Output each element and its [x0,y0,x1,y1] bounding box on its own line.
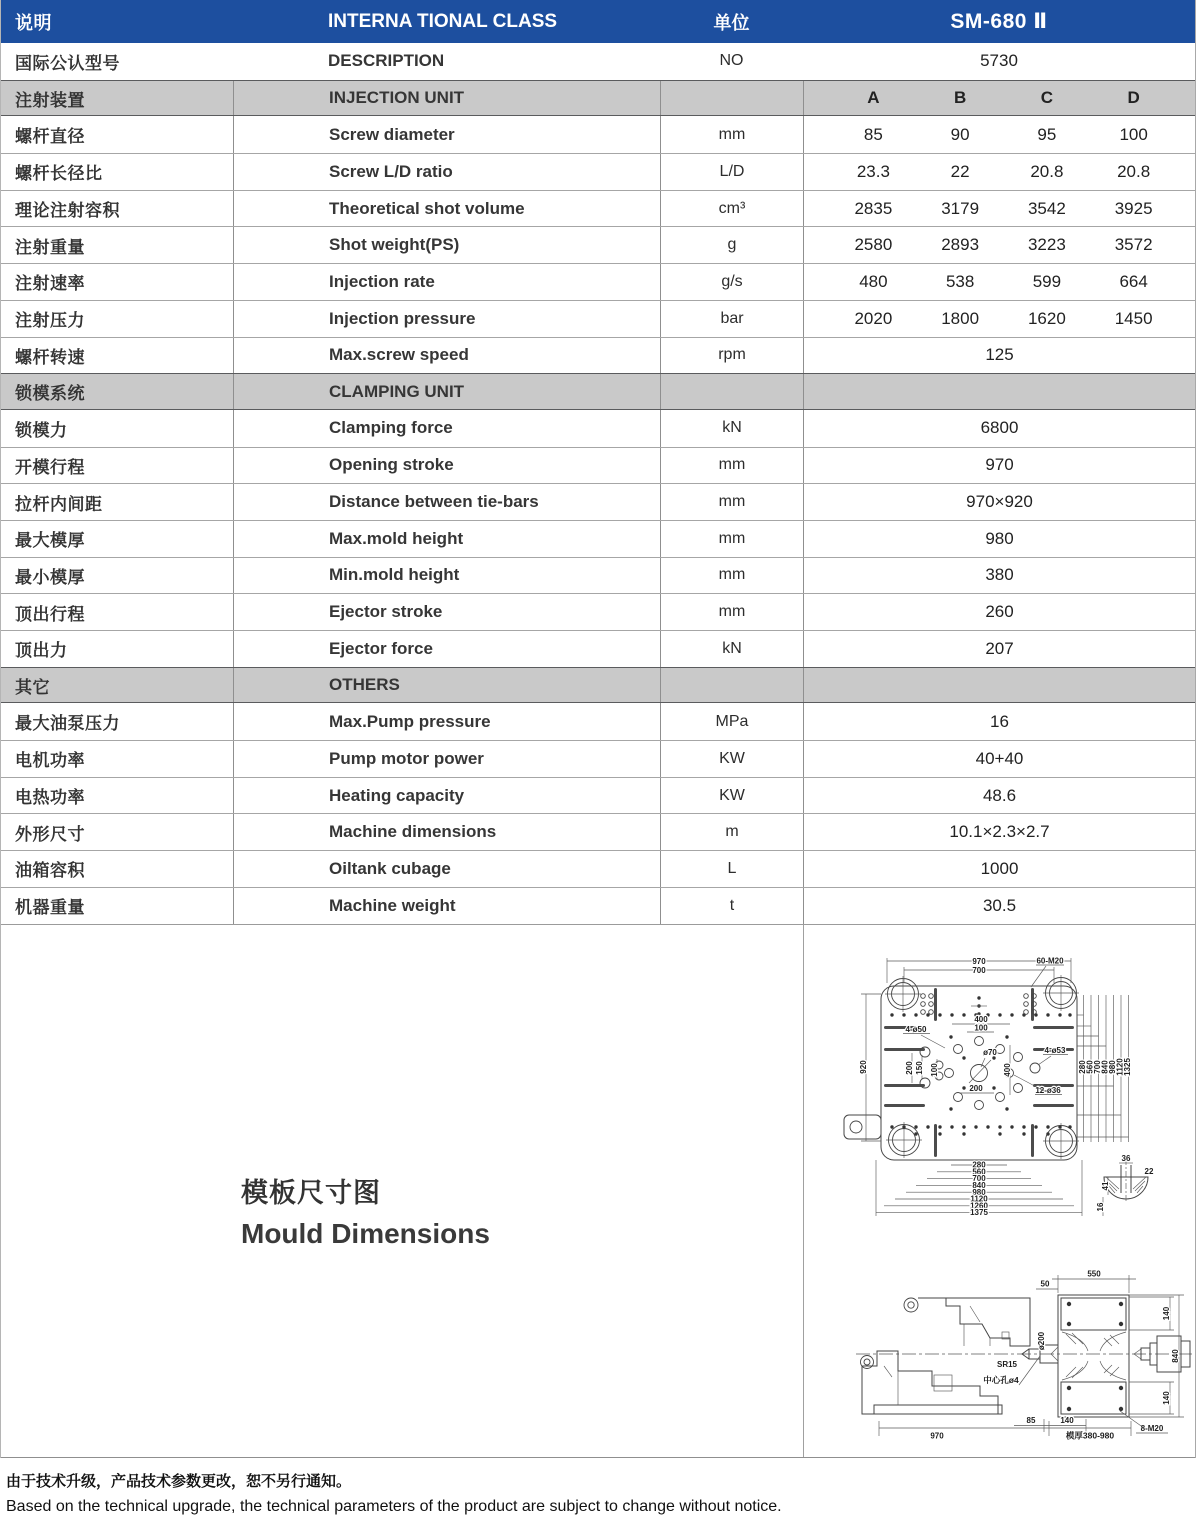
value-cell: 6800 [803,410,1195,447]
unit-label: g [660,227,803,263]
unit-label: KW [660,741,803,777]
dim-label: ø70 [983,1047,997,1057]
value: D [1127,88,1140,108]
value-cell: 260 [803,594,1195,630]
dim-label: 12-ø36 [1035,1085,1061,1095]
spec-row [1,337,1195,374]
label-cn: 最小模厚 [15,567,85,587]
spec-row [1,813,1195,850]
mould-dimensions-panel [1,924,1195,1458]
value: 480 [859,271,888,291]
label-en: Max.screw speed [233,338,660,374]
label-en: CLAMPING UNIT [233,374,660,409]
platen-left-dimension [859,994,881,1141]
value: B [953,88,967,108]
value-cell: 125 [803,338,1195,374]
value: 2835 [854,198,893,218]
value-cell: 970×920 [803,484,1195,520]
unit-label: 单位 [713,12,750,33]
side-view-dimensions [879,1269,1184,1440]
spec-row [1,887,1195,924]
dim-label: 200 [969,1083,983,1093]
dim-label: 60-M20 [1036,956,1064,965]
tslot-detail-figure [1096,1154,1154,1216]
unit-label: L/D [660,154,803,190]
label-cn: 注射速率 [15,274,85,294]
label-en: Machine weight [233,888,660,924]
spec-row [1,447,1195,484]
unit-label: kN [660,410,803,447]
spec-row [1,410,1195,447]
spec-row [1,630,1195,667]
value-cell: 30.5 [803,888,1195,924]
spec-row [1,593,1195,630]
dim-label: SR15 [996,1359,1018,1369]
value: 664 [1119,271,1148,291]
value: 100 [1119,124,1148,144]
dim-label: 4-ø50 [905,1024,927,1034]
value: 2580 [854,235,893,255]
spec-table [1,0,1195,924]
label-en: Screw L/D ratio [233,154,660,190]
label-en: Clamping force [233,410,660,447]
value-cell [803,191,1195,227]
drawing-title-cn: 模板尺寸图 [241,1177,381,1208]
value: 1620 [1027,308,1066,328]
spec-row [1,740,1195,777]
value-cell: 16 [803,703,1195,740]
value: 599 [1032,271,1062,291]
label-en: Shot weight(PS) [233,227,660,263]
dim-label: 700 [972,1173,986,1183]
unit-label: mm [660,484,803,520]
spec-row [1,520,1195,557]
unit-label: mm [660,521,803,557]
dim-label: 1260 [970,1200,988,1210]
value-cell [803,668,1195,703]
dim-label: 50 [1040,1279,1050,1288]
value-cell: 10.1×2.3×2.7 [803,814,1195,850]
unit-label: MPa [660,703,803,740]
value-cell: 1000 [803,851,1195,887]
unit-label: rpm [660,338,803,374]
label-cn: 机器重量 [15,898,85,918]
platen-top-dimensions [887,956,1071,987]
label-en: INJECTION UNIT [233,81,660,116]
value: 95 [1037,124,1057,144]
label-cn: 锁模系统 [15,384,85,404]
dim-label: 16 [1096,1202,1105,1211]
spec-row [1,190,1195,227]
label-cn: 顶出行程 [15,604,85,624]
label-en: Ejector stroke [233,594,660,630]
dim-label: 36 [1121,1153,1131,1163]
label-en: OTHERS [233,668,660,703]
label-en: Ejector force [233,631,660,667]
label-cn: 螺杆长径比 [15,164,103,184]
spec-row [1,263,1195,300]
spec-row [1,116,1195,153]
value: 3542 [1027,198,1066,218]
value-cell: 380 [803,558,1195,594]
value: 20.8 [1117,161,1151,181]
label-cn: 油箱容积 [15,861,85,881]
value-cell: 980 [803,521,1195,557]
value: 3925 [1114,198,1153,218]
label-cn: 国际公认型号 [15,53,120,73]
label-en: Max.Pump pressure [233,703,660,740]
dim-label: 840 [1171,1348,1180,1363]
table-header-row [1,0,1195,43]
spec-row [1,777,1195,814]
dim-label: 700 [1093,1059,1102,1074]
dim-label: 280 [972,1160,986,1170]
value: 90 [950,124,970,144]
label-en: Theoretical shot volume [233,191,660,227]
dim-label: 920 [859,1059,868,1074]
unit-label [660,668,803,703]
value: 3179 [941,198,980,218]
label-en: Max.mold height [233,521,660,557]
spec-row [1,557,1195,594]
value: 1450 [1114,308,1153,328]
dim-label: 140 [1162,1390,1171,1405]
label-en: Oiltank cubage [233,851,660,887]
platen-section [1058,1295,1129,1417]
dim-label: 4-ø53 [1044,1045,1066,1055]
dim-label: 模厚380-980 [1065,1430,1115,1440]
dim-label: 85 [1026,1415,1036,1425]
value: 2893 [941,235,980,255]
value: 3223 [1027,235,1066,255]
spec-row [1,483,1195,520]
unit-label [660,374,803,409]
dim-label: 41 [1101,1181,1110,1190]
value: 1800 [941,308,980,328]
dim-label: 1325 [1123,1057,1132,1076]
label-cn: 开模行程 [15,457,85,477]
dim-label: 970 [972,956,986,966]
drawing-title-en: Mould Dimensions [241,1217,490,1249]
unit-label: cm³ [660,191,803,227]
value-cell [803,301,1195,337]
value-cell: 40+40 [803,741,1195,777]
section-header-row [1,373,1195,410]
label-cn: 电热功率 [15,788,85,808]
label-cn: 电机功率 [15,751,85,771]
unit-label: mm [660,594,803,630]
value-cell: SM-680 Ⅱ [950,10,1048,33]
label-cn: 外形尺寸 [15,824,85,844]
unit-label: NO [719,52,744,70]
dim-label: 400 [974,1014,988,1024]
label-cn: 顶出力 [15,641,68,661]
label-en: Screw diameter [233,116,660,153]
mould-dimension-drawing [804,925,1197,1458]
label-en: Min.mold height [233,558,660,594]
value-cell [803,227,1195,263]
dim-label: ø200 [1037,1331,1046,1350]
notice-line-en: Based on the technical upgrade, the technical parameters of the product are subject to change without notice. [6,1497,782,1515]
label-en: DESCRIPTION [328,51,445,71]
platen-side-view [856,1269,1194,1440]
value: C [1040,88,1054,108]
platen-lug [844,1115,881,1139]
unit-label: g/s [660,264,803,300]
platen-bottom-dimensions [876,1160,1082,1217]
label-en: INTERNA TIONAL CLASS [328,10,558,32]
clamping-profile [861,1298,1031,1414]
label-en: Injection pressure [233,301,660,337]
platen-front-view [844,956,1154,1217]
spec-row [1,43,1195,80]
value: 3572 [1114,235,1153,255]
unit-label: kN [660,631,803,667]
section-header-row [1,80,1195,117]
dim-label: 1375 [970,1207,988,1217]
value: 23.3 [856,161,890,181]
label-en: Distance between tie-bars [233,484,660,520]
unit-label: t [660,888,803,924]
dim-label: 中心孔ø4 [983,1374,1019,1385]
dim-label: 550 [1087,1269,1101,1278]
label-cn: 说明 [15,12,52,33]
value-cell: 5730 [980,51,1018,71]
label-cn: 注射重量 [15,237,85,257]
value: 20.8 [1030,161,1064,181]
dim-label: 700 [972,965,986,975]
spec-row [1,703,1195,740]
label-cn: 其它 [15,677,50,697]
section-header-row [1,667,1195,704]
label-en: Injection rate [233,264,660,300]
label-cn: 锁模力 [15,420,68,440]
footer-notice [0,1458,1200,1520]
dim-label: 22 [1144,1166,1154,1176]
unit-label: L [660,851,803,887]
value-cell [803,374,1195,409]
platen-right-dimensions [1077,995,1132,1142]
dim-label: 840 [972,1180,986,1190]
value-cell: 207 [803,631,1195,667]
value: A [867,88,880,108]
value-cell: 970 [803,448,1195,484]
dim-label: 840 [1100,1059,1110,1074]
label-en: Opening stroke [233,448,660,484]
spec-row [1,153,1195,190]
value: 85 [863,124,883,144]
label-en: Machine dimensions [233,814,660,850]
dim-label: 560 [1085,1059,1095,1074]
unit-label [660,81,803,116]
label-cn: 注射压力 [15,311,85,331]
dim-label: 140 [1060,1415,1074,1425]
value: 538 [945,271,975,291]
dim-label: 150 [915,1060,924,1075]
value-cell [803,116,1195,153]
notice-line-cn: 由于技术升级，产品技术参数更改，恕不另行通知。 [6,1472,352,1490]
unit-label: mm [660,448,803,484]
unit-label: bar [660,301,803,337]
label-cn: 螺杆转速 [15,347,85,367]
label-en: Heating capacity [233,778,660,814]
dim-label: 1120 [970,1194,988,1204]
unit-label: mm [660,116,803,153]
unit-label: m [660,814,803,850]
value-cell [803,81,1195,116]
dim-label: 970 [930,1431,944,1440]
dim-label: 980 [1108,1059,1117,1074]
value-cell: 48.6 [803,778,1195,814]
value-cell [803,154,1195,190]
value-cell [803,264,1195,300]
dim-label: 980 [972,1187,986,1197]
label-cn: 拉杆内间距 [15,494,103,514]
spec-row [1,226,1195,263]
dim-label: 8-M20 [1140,1423,1164,1433]
value: 2020 [854,308,893,328]
label-cn: 螺杆直径 [15,127,85,147]
unit-label: mm [660,558,803,594]
unit-label: KW [660,778,803,814]
spec-row [1,850,1195,887]
dim-label: 400 [1003,1062,1012,1077]
value: 22 [950,161,970,181]
dim-label: 100 [974,1023,988,1032]
label-cn: 最大油泵压力 [15,714,120,734]
dim-label: 200 [905,1060,914,1075]
label-cn: 注射装置 [15,90,85,110]
dim-label: 1120 [1115,1057,1125,1076]
label-en: Pump motor power [233,741,660,777]
spec-row [1,300,1195,337]
dim-label: 140 [1162,1306,1171,1320]
label-cn: 最大模厚 [15,531,85,551]
dim-label: 100 [930,1062,939,1077]
label-cn: 理论注射容积 [15,201,120,221]
dim-label: 280 [1078,1059,1087,1074]
dim-label: 560 [972,1166,986,1176]
